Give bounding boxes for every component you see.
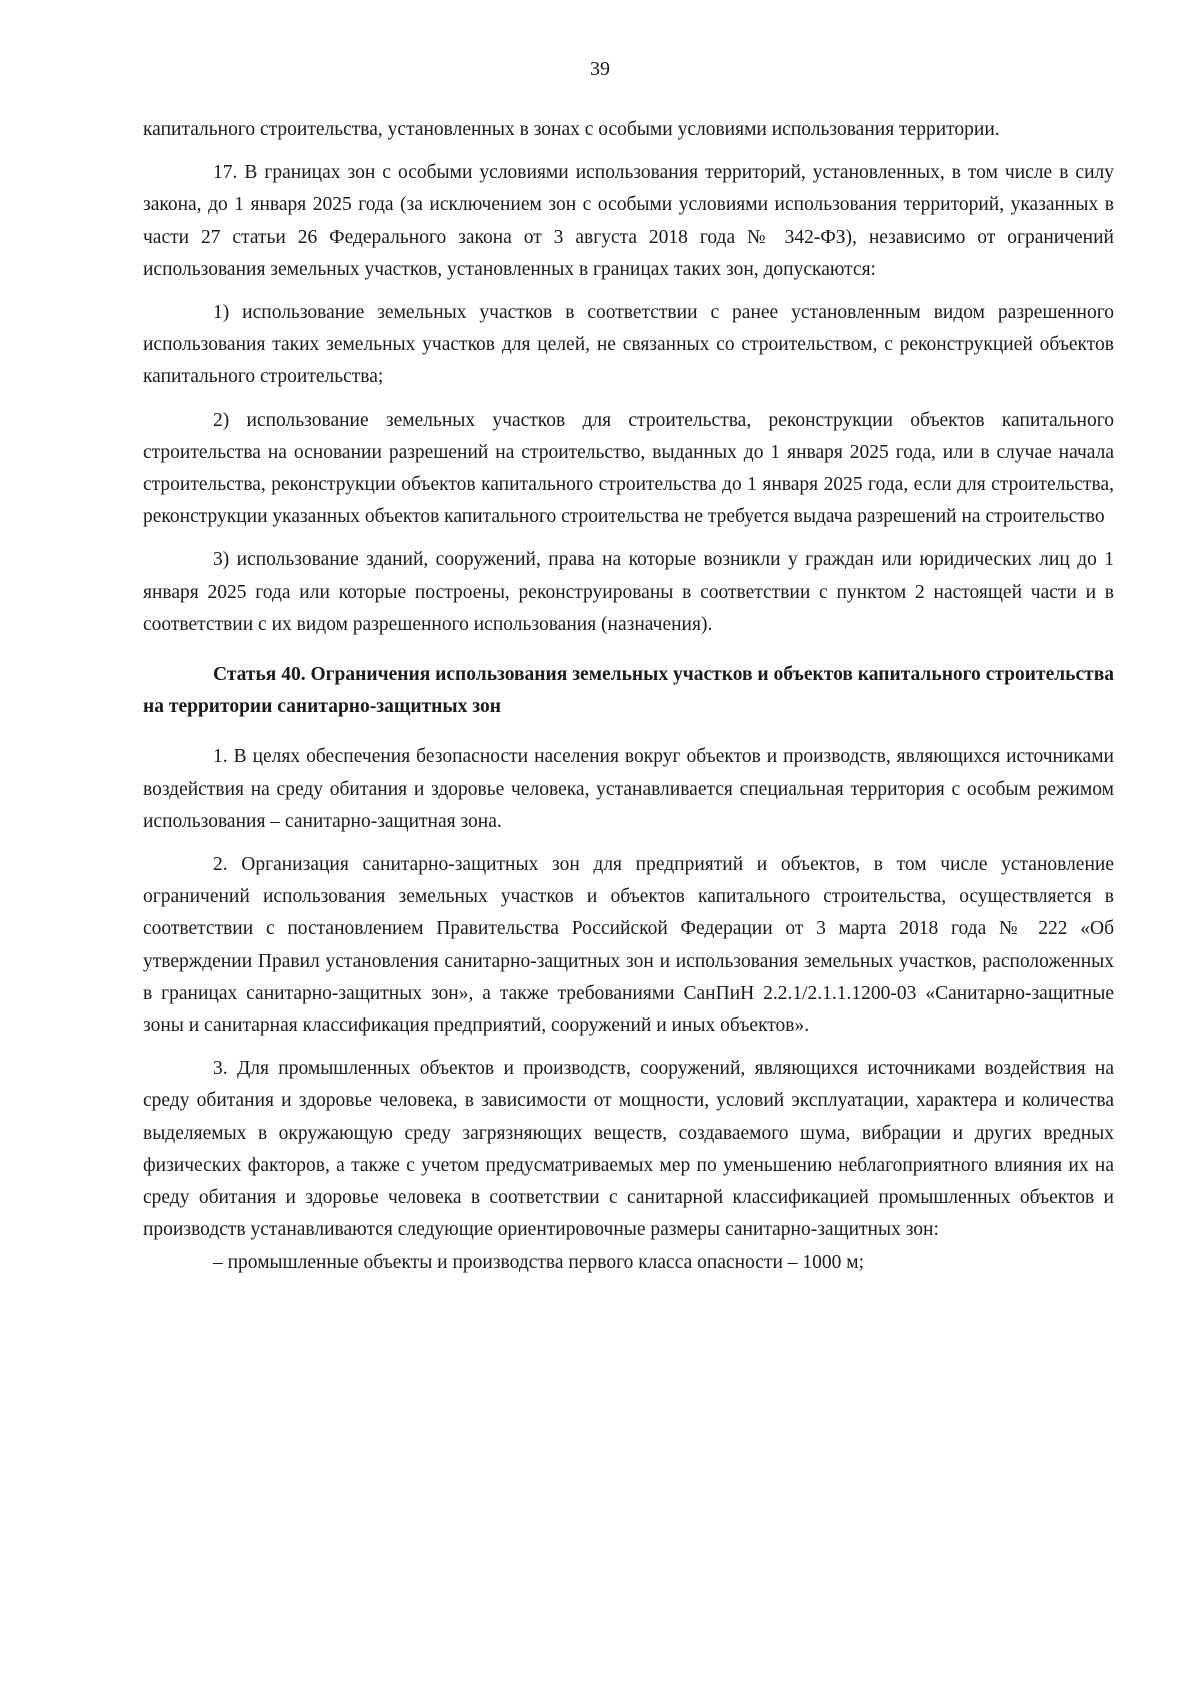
page-number: 39: [590, 58, 610, 80]
paragraph-17: 17. В границах зон с особыми условиями использования территорий, установленных, в том числе в силу закона, до 1 января 2025 года (за исключением зон с особыми условиями использования территорий, указанных в части 27 статьи 26 Федерального закона от 3 августа 2018 года № 342-ФЗ), независимо от ограничений использования земельных участков, установленных в границах таких зон, допускаются:: [143, 162, 1114, 280]
dash-list-item-1: – промышленные объекты и производства первого класса опасности – 1000 м;: [213, 1251, 865, 1273]
article-40-paragraph-1: 1. В целях обеспечения безопасности населения вокруг объектов и производств, являющихся источниками воздействия на среду обитания и здоровье человека, устанавливается специальная территория с особым режимом использования – санитарно-защитная зона.: [143, 746, 1114, 832]
list-item-2: 2) использование земельных участков для строительства, реконструкции объектов капитального строительства на основании разрешений на строительство, выданных до 1 января 2025 года, или в случае начала строительства, реконструкции объектов капитального строительства до 1 января 2025 года, если для строительства, реконструкции указанных объектов капитального строительства не требуется выдача разрешений на строительство: [143, 409, 1114, 528]
document-body: [143, 114, 1114, 1279]
list-item-3: 3) использование зданий, сооружений, права на которые возникли у граждан или юридических лиц до 1 января 2025 года или которые построены, реконструированы в соответствии с пунктом 2 настоящей части и в соответствии с их видом разрешенного использования (назначения).: [143, 549, 1114, 635]
article-40-paragraph-3: 3. Для промышленных объектов и производств, сооружений, являющихся источниками воздействия на среду обитания и здоровье человека, в зависимости от мощности, условий эксплуатации, характера и количества выделяемых в окружающую среду загрязняющих веществ, создаваемого шума, вибрации и других вредных физических факторов, а также с учетом предусматриваемых мер по уменьшению неблагоприятного влияния их на среду обитания и здоровье человека в соответствии с санитарной классификацией промышленных объектов и производств устанавливаются следующие ориентировочные размеры санитарно-защитных зон:: [143, 1058, 1114, 1241]
article-40-paragraph-2: 2. Организация санитарно-защитных зон для предприятий и объектов, в том числе установление ограничений использования земельных участков и объектов капитального строительства, осуществляется в соответствии с постановлением Правительства Российской Федерации от 3 марта 2018 года № 222 «Об утверждении Правил установления санитарно-защитных зон и использования земельных участков, расположенных в границах санитарно-защитных зон», а также требованиями СанПиН 2.2.1/2.1.1.1200-03 «Санитарно-защитные зоны и санитарная классификация предприятий, сооружений и иных объектов».: [143, 854, 1114, 1037]
list-item-1: 1) использование земельных участков в соответствии с ранее установленным видом разрешенного использования таких земельных участков для целей, не связанных со строительством, с реконструкцией объектов капитального строительства;: [143, 302, 1114, 388]
article-40-heading: Статья 40. Ограничения использования земельных участков и объектов капитального строительства на территории санитарно-защитных зон: [143, 664, 1114, 718]
paragraph-continuation: капитального строительства, установленных в зонах с особыми условиями использования территории.: [143, 119, 1000, 140]
